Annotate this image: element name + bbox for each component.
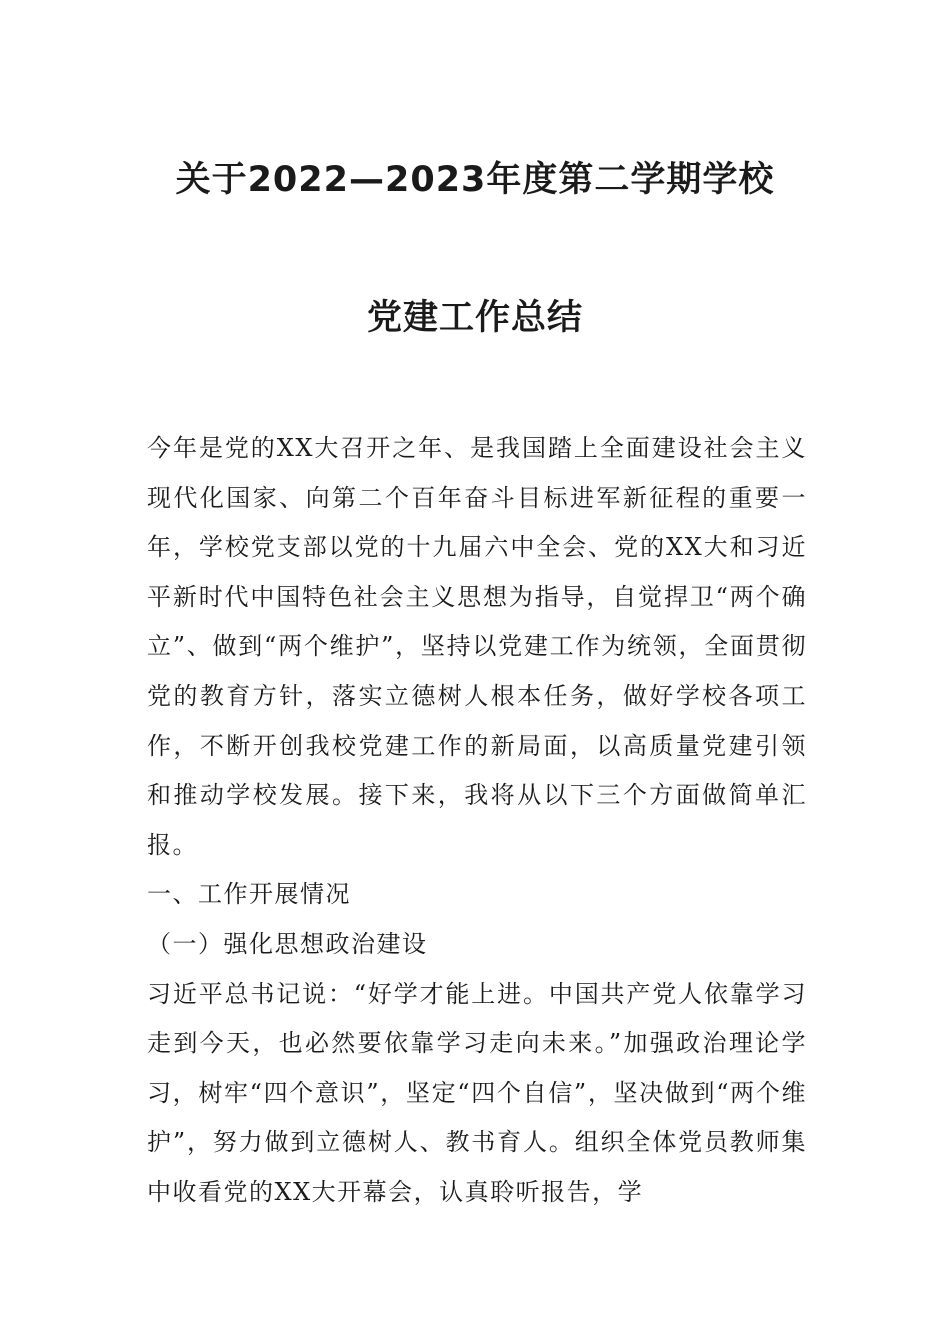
intro-paragraph: 今年是党的XX大召开之年、是我国踏上全面建设社会主义现代化国家、向第二个百年奋斗目标进军新征程的重要一年，学校党支部以党的十九届六中全会、党的XX大和习近平新时代中国特色社会主义思想为指导，自觉捍卫“两个确立”、做到“两个维护”，坚持以党建工作为统领，全面贯彻党的教育方针，落实立德树人根本任务，做好学校各项工作，不断开创我校党建工作的新局面，以高质量党建引领和推动学校发展。接下来，我将从以下三个方面做简单汇报。 [147,434,807,859]
document-title-line-2: 党建工作总结 [366,298,583,338]
section-heading: 一、工作开展情况 [147,880,351,909]
document-title-line-1: 关于2022—2023年度第二学期学校 [175,160,775,200]
document-body [147,424,807,1218]
section-paragraph: 习近平总书记说：“好学才能上进。中国共产党人依靠学习走到今天，也必然要依靠学习走向未来。”加强政治理论学习，树牢“四个意识”，坚定“四个自信”，坚决做到“两个维护”，努力做到立德树人、教书育人。组织全体党员教师集中收看党的XX大开幕会，认真聆听报告，学 [147,979,807,1206]
subsection-heading: （一）强化思想政治建设 [147,929,428,958]
